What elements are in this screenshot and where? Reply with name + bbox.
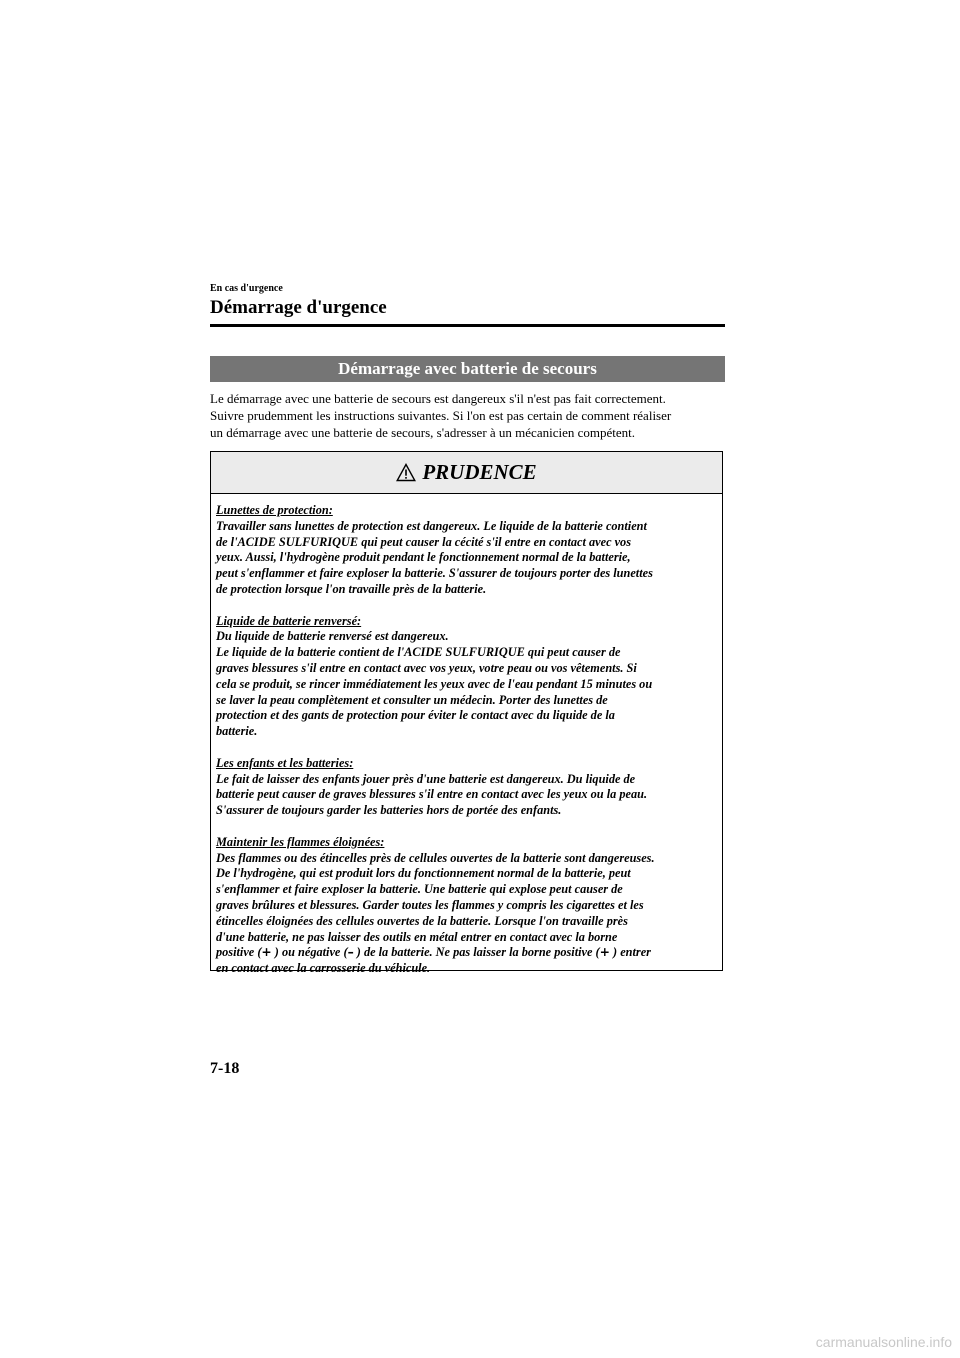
caution-line: en contact avec la carrosserie du véhicule. xyxy=(216,961,431,976)
intro-line: un démarrage avec une batterie de secours, s'adresser à un mécanicien compétent. xyxy=(210,425,636,440)
caution-heading: Lunettes de protection: xyxy=(216,503,333,517)
caution-line: De l'hydrogène, qui est produit lors du fonctionnement normal de la batterie, peut xyxy=(216,866,631,881)
caution-line: Le liquide de la batterie contient de l'ACIDE SULFURIQUE qui peut causer de xyxy=(216,645,621,660)
caution-heading: Maintenir les flammes éloignées: xyxy=(216,834,385,849)
caution-header xyxy=(211,452,722,494)
caution-text-fragment: ) entrer xyxy=(609,945,651,960)
caution-line: batterie. xyxy=(216,724,258,739)
plus-symbol-icon: + xyxy=(261,945,272,960)
caution-line: de protection lorsque l'on travaille près de la batterie. xyxy=(216,581,487,596)
caution-text-fragment: positive ( xyxy=(216,945,262,960)
intro-paragraph xyxy=(210,390,730,441)
caution-line: Travailler sans lunettes de protection est dangereux. Le liquide de la batterie contient xyxy=(216,518,647,533)
caution-section-flames xyxy=(216,835,718,977)
caution-text-fragment: ) de la batterie. Ne pas laisser la borne positive ( xyxy=(353,945,600,960)
title-rule xyxy=(210,324,725,327)
caution-line: Des flammes ou des étincelles près de cellules ouvertes de la batterie sont dangereuses. xyxy=(216,850,655,865)
intro-line: Suivre prudemment les instructions suivantes. Si l'on est pas certain de comment réaliser xyxy=(210,408,672,423)
caution-section-goggles xyxy=(216,503,718,598)
caution-line: graves blessures s'il entre en contact avec vos yeux, votre peau ou vos vêtements. Si xyxy=(216,660,637,675)
subsection-banner: Démarrage avec batterie de secours xyxy=(210,356,725,382)
caution-line: Le fait de laisser des enfants jouer près d'une batterie est dangereux. Du liquide de xyxy=(216,771,636,786)
caution-line-terminals xyxy=(216,945,718,961)
caution-section-children xyxy=(216,756,718,819)
caution-line: S'assurer de toujours garder les batteries hors de portée des enfants. xyxy=(216,803,562,818)
page-title: Démarrage d'urgence xyxy=(210,297,387,318)
section-label: En cas d'urgence xyxy=(210,283,283,294)
caution-line: étincelles éloignées des cellules ouvertes de la batterie. Lorsque l'on travaille près xyxy=(216,913,628,928)
caution-text-fragment: ) ou négative ( xyxy=(271,945,348,960)
caution-line: protection et des gants de protection pour éviter le contact avec du liquide de la xyxy=(216,708,615,723)
caution-section-spilled-fluid xyxy=(216,614,718,740)
caution-line: yeux. Aussi, l'hydrogène produit pendant le fonctionnement normal de la batterie, xyxy=(216,550,631,565)
caution-line: cela se produit, se rincer immédiatement les yeux avec de l'eau pendant 15 minutes ou xyxy=(216,676,653,691)
caution-box xyxy=(210,451,723,976)
plus-symbol-icon: + xyxy=(599,945,610,960)
caution-line: graves brûlures et blessures. Garder toutes les flammes y compris les cigarettes et les xyxy=(216,897,644,912)
warning-triangle-icon xyxy=(396,463,416,482)
intro-line: Le démarrage avec une batterie de secours est dangereux s'il n'est pas fait correctement. xyxy=(210,391,666,406)
minus-symbol-icon: – xyxy=(347,945,354,960)
caution-heading: Liquide de batterie renversé: xyxy=(216,613,362,628)
caution-title: PRUDENCE xyxy=(422,460,537,484)
caution-heading: Les enfants et les batteries: xyxy=(216,755,354,770)
caution-line: peut s'enflammer et faire exploser la batterie. S'assurer de toujours porter des lunettes xyxy=(216,566,653,581)
caution-line: batterie peut causer de graves blessures s'il entre en contact avec les yeux ou la peau. xyxy=(216,787,648,802)
page-number: 7-18 xyxy=(210,1060,240,1077)
caution-line: se laver la peau complètement et consulter un médecin. Porter des lunettes de xyxy=(216,692,608,707)
caution-line: de l'ACIDE SULFURIQUE qui peut causer la cécité s'il entre en contact avec vos xyxy=(216,534,631,549)
caution-line: s'enflammer et faire exploser la batterie. Une batterie qui explose peut causer de xyxy=(216,882,623,897)
caution-body xyxy=(211,494,722,977)
caution-line: Du liquide de batterie renversé est dangereux. xyxy=(216,629,449,644)
watermark: carmanualsonline.info xyxy=(815,1334,952,1350)
caution-line: d'une batterie, ne pas laisser des outils en métal entrer en contact avec la borne xyxy=(216,929,618,944)
